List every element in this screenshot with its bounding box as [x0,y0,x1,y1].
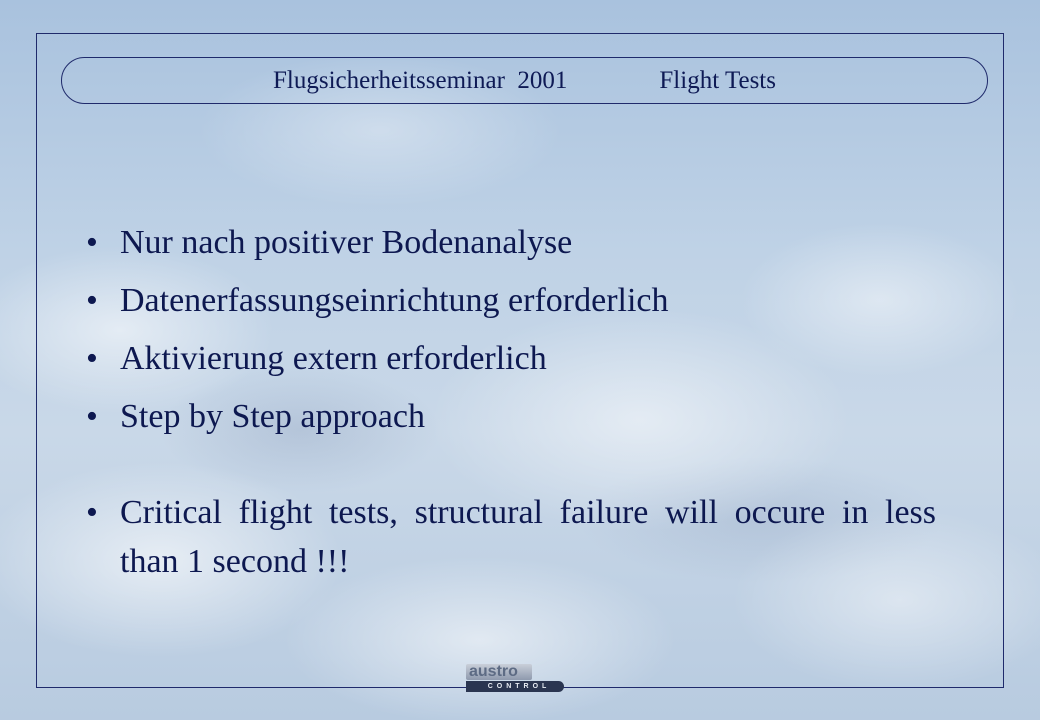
slide-title [273,67,776,95]
bullet-icon: • [86,224,98,261]
list-item [86,276,936,325]
bullet-text: Aktivierung extern erforderlich [120,340,547,377]
bullet-text: Step by Step approach [120,398,425,435]
topic-title: Flight Tests [659,66,776,94]
bullet-text: Critical flight tests, structural failure will occure in less than 1 second !!! [120,494,936,580]
bullet-text: Datenerfassungseinrichtung erforderlich [120,282,669,319]
bullet-icon: • [86,398,98,435]
list-item [86,218,936,267]
seminar-title: Flugsicherheitsseminar 2001 [273,66,568,94]
logo-wordmark-bottom: CONTROL [466,681,564,692]
bullet-text: Nur nach positiver Bodenanalyse [120,224,573,261]
bullet-icon: • [86,282,98,319]
logo-wordmark-top: austro [466,664,532,680]
bullet-icon: • [86,494,98,531]
slide-header [61,57,988,104]
bullet-icon: • [86,340,98,377]
austro-control-logo [466,664,564,698]
bullet-list [86,218,936,595]
list-item [86,334,936,383]
list-item [86,392,936,441]
list-item [86,488,936,586]
